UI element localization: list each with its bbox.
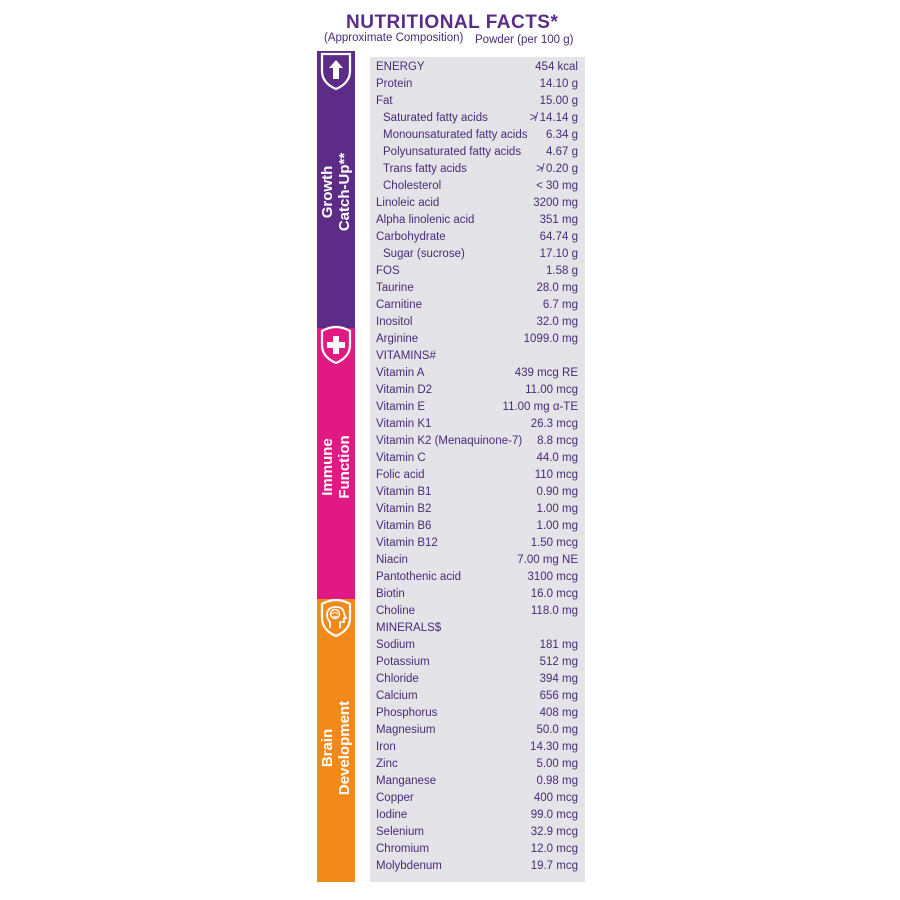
nutrient-label: Potassium [376, 656, 430, 668]
nutrient-row [370, 671, 585, 688]
serving-subtitle: Powder (per 100 g) [475, 34, 574, 46]
nutrient-row [370, 450, 585, 467]
nutrient-label: Vitamin B2 [376, 503, 432, 515]
nutrient-label: Sugar (sucrose) [383, 248, 465, 260]
nutrient-row [370, 314, 585, 331]
nutrient-value: 7.00 mg NE [517, 554, 578, 566]
nutrient-row [370, 399, 585, 416]
nutrient-value: 656 mg [539, 690, 578, 702]
nutrient-row [370, 773, 585, 790]
nutrient-value: 17.10 g [539, 248, 578, 260]
nutrient-label: Linoleic acid [376, 197, 440, 209]
nutrient-label: Molybdenum [376, 860, 442, 872]
nutrient-label: Copper [376, 792, 414, 804]
nutrient-row [370, 620, 585, 637]
nutrient-row [370, 705, 585, 722]
nutrient-value: 1.58 g [546, 265, 578, 277]
nutrient-label: Polyunsaturated fatty acids [383, 146, 522, 158]
nutrient-row [370, 841, 585, 858]
nutrient-row [370, 382, 585, 399]
nutrient-row [370, 688, 585, 705]
nutrient-row [370, 552, 585, 569]
immune-label-line1: Immune [319, 438, 336, 496]
nutrient-row [370, 739, 585, 756]
nutrient-row [370, 654, 585, 671]
up-arrow-shield-icon [318, 51, 354, 91]
nutrient-value: 28.0 mg [536, 282, 578, 294]
nutrient-row [370, 586, 585, 603]
nutrient-label: Inositol [376, 316, 413, 328]
nutrient-value: 11.00 mcg [525, 384, 578, 396]
nutrient-row [370, 263, 585, 280]
nutrient-row [370, 195, 585, 212]
nutrient-label: Fat [376, 95, 393, 107]
nutrient-value: 6.34 g [546, 129, 578, 141]
nutrient-row [370, 110, 585, 127]
nutrient-value: ≯ 0.20 g [536, 163, 578, 175]
nutrient-label: Taurine [376, 282, 414, 294]
nutrient-value: 1099.0 mg [523, 333, 578, 345]
nutrient-row [370, 212, 585, 229]
nutrient-label: Magnesium [376, 724, 436, 736]
nutrient-value: 1.00 mg [536, 503, 578, 515]
nutrient-value: 454 kcal [535, 61, 578, 73]
nutrient-value: 181 mg [539, 639, 578, 651]
immune-label-line2: Function [336, 435, 353, 499]
nutrient-value: 394 mg [539, 673, 578, 685]
nutrient-value: 6.7 mg [542, 299, 578, 311]
nutrient-value: 15.00 g [539, 95, 578, 107]
nutrient-value: 8.8 mcg [537, 435, 578, 447]
nutrient-row [370, 297, 585, 314]
nutrient-label: Vitamin A [376, 367, 425, 379]
brain-head-shield-icon [318, 598, 354, 638]
nutrient-label: Selenium [376, 826, 424, 838]
nutrient-label: Protein [376, 78, 413, 90]
nutrient-label: Carnitine [376, 299, 423, 311]
nutrient-row [370, 59, 585, 76]
nutrient-label: FOS [376, 265, 400, 277]
nutrient-row [370, 603, 585, 620]
nutrient-value: 26.3 mcg [530, 418, 578, 430]
brain-label-line1: Brain [319, 728, 336, 768]
nutrient-row [370, 484, 585, 501]
nutrient-value: 408 mg [539, 707, 578, 719]
nutrient-value: 64.74 g [539, 231, 578, 243]
nutrient-label: Arginine [376, 333, 419, 345]
nutrition-table [370, 59, 585, 875]
nutrient-value: 19.7 mcg [530, 860, 578, 872]
growth-label-line1: Growth [319, 165, 336, 219]
nutrient-row [370, 722, 585, 739]
nutrient-value: 12.0 mcg [530, 843, 578, 855]
nutrient-label: Vitamin K2 (Menaquinone-7) [376, 435, 523, 447]
nutrient-row [370, 569, 585, 586]
nutrient-label: Chloride [376, 673, 419, 685]
nutrient-label: Vitamin B1 [376, 486, 432, 498]
nutrient-value: 512 mg [539, 656, 578, 668]
nutrient-value: 1.00 mg [536, 520, 578, 532]
nutrient-label: VITAMINS# [376, 350, 436, 362]
nutrient-value: 0.90 mg [536, 486, 578, 498]
nutrient-row [370, 161, 585, 178]
nutrient-row [370, 807, 585, 824]
nutrient-value: 110 mcg [534, 469, 578, 481]
plus-shield-icon [318, 325, 354, 365]
nutrient-row [370, 348, 585, 365]
nutrient-value: 118.0 mg [530, 605, 578, 617]
nutrient-value: 14.10 g [539, 78, 578, 90]
nutrient-value: 32.9 mcg [530, 826, 578, 838]
nutrient-row [370, 637, 585, 654]
nutrient-value: 3200 mg [533, 197, 578, 209]
nutrient-label: ENERGY [376, 61, 425, 73]
page-title: NUTRITIONAL FACTS* [346, 12, 559, 33]
nutrient-value: 5.00 mg [536, 758, 578, 770]
nutrient-row [370, 433, 585, 450]
nutrient-label: Biotin [376, 588, 405, 600]
nutrient-label: Cholesterol [383, 180, 442, 192]
nutrient-label: Phosphorus [376, 707, 438, 719]
nutrient-row [370, 331, 585, 348]
nutrient-label: Folic acid [376, 469, 425, 481]
nutrient-value: 32.0 mg [536, 316, 578, 328]
nutrient-value: 439 mcg RE [514, 367, 578, 379]
nutrient-value: 0.98 mg [536, 775, 578, 787]
nutrient-label: Niacin [376, 554, 408, 566]
nutrient-label: Manganese [376, 775, 437, 787]
nutrient-value: 3100 mcg [527, 571, 578, 583]
growth-label-line2: Catch-Up** [336, 152, 353, 232]
nutrient-label: Saturated fatty acids [383, 112, 488, 124]
nutrient-label: Vitamin K1 [376, 418, 432, 430]
nutrient-row [370, 756, 585, 773]
nutrient-value: 44.0 mg [536, 452, 578, 464]
nutrient-label: Trans fatty acids [383, 163, 467, 175]
nutrient-value: 16.0 mcg [530, 588, 578, 600]
nutrient-value: 99.0 mcg [530, 809, 578, 821]
nutrient-value: < 30 mg [536, 180, 578, 192]
nutrient-label: Carbohydrate [376, 231, 446, 243]
nutrient-row [370, 280, 585, 297]
nutrient-row [370, 790, 585, 807]
nutrient-label: Vitamin B12 [376, 537, 438, 549]
nutrient-row [370, 518, 585, 535]
nutrient-row [370, 535, 585, 552]
nutrient-row [370, 467, 585, 484]
nutrient-label: MINERALS$ [376, 622, 442, 634]
nutrient-value: 50.0 mg [536, 724, 578, 736]
growth-catchup-label [319, 92, 353, 292]
brain-development-label [319, 648, 353, 848]
nutrient-label: Calcium [376, 690, 418, 702]
nutrient-row [370, 501, 585, 518]
nutrient-value: 4.67 g [546, 146, 578, 158]
nutrient-row [370, 365, 585, 382]
brain-label-line2: Development [336, 700, 353, 796]
nutrient-value: 1.50 mcg [530, 537, 578, 549]
nutrient-row [370, 416, 585, 433]
nutrient-row [370, 858, 585, 875]
nutrient-label: Vitamin B6 [376, 520, 432, 532]
nutrient-value: 351 mg [539, 214, 578, 226]
nutrient-label: Pantothenic acid [376, 571, 462, 583]
nutrient-value: 14.30 mg [530, 741, 578, 753]
nutrient-row [370, 246, 585, 263]
nutrient-row [370, 127, 585, 144]
nutrient-row [370, 144, 585, 161]
nutrient-value: 11.00 mg α-TE [502, 401, 578, 413]
nutrient-label: Zinc [376, 758, 398, 770]
nutrient-label: Vitamin C [376, 452, 426, 464]
nutrient-label: Alpha linolenic acid [376, 214, 475, 226]
nutrient-label: Vitamin E [376, 401, 426, 413]
nutrient-row [370, 178, 585, 195]
composition-subtitle: (Approximate Composition) [324, 32, 464, 44]
nutrient-label: Sodium [376, 639, 415, 651]
immune-function-label [319, 367, 353, 567]
nutrient-label: Iron [376, 741, 396, 753]
nutrient-row [370, 229, 585, 246]
nutrient-label: Choline [376, 605, 415, 617]
nutrient-value: ≯ 14.14 g [529, 112, 578, 124]
nutrient-row [370, 93, 585, 110]
nutrient-label: Monounsaturated fatty acids [383, 129, 528, 141]
nutrient-label: Chromium [376, 843, 430, 855]
nutrient-row [370, 76, 585, 93]
nutrient-label: Iodine [376, 809, 408, 821]
nutrient-value: 400 mcg [533, 792, 578, 804]
nutrient-row [370, 824, 585, 841]
nutrient-label: Vitamin D2 [376, 384, 433, 396]
